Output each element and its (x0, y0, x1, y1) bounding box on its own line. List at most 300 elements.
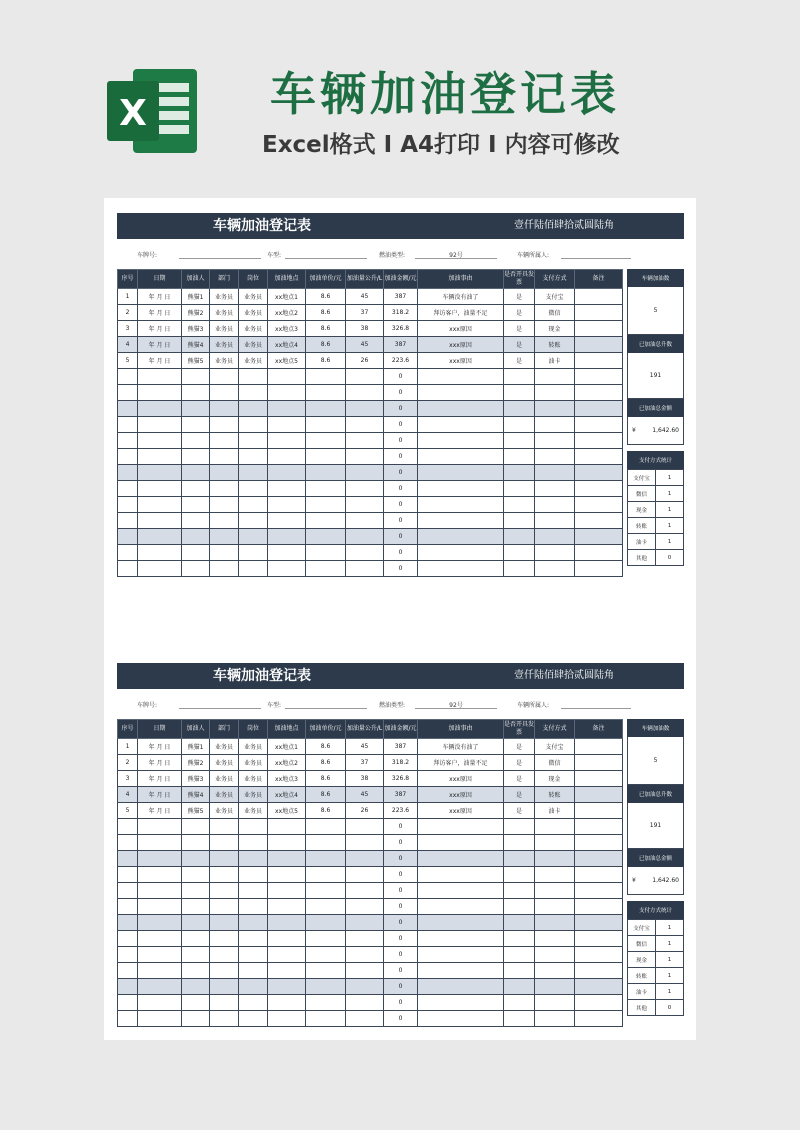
cell-invoice[interactable] (504, 835, 535, 851)
cell-position[interactable] (239, 819, 268, 835)
cell-unit-price[interactable]: 8.6 (306, 353, 346, 369)
cell-amount[interactable]: 223.6 (384, 803, 418, 819)
cell-refueler[interactable] (182, 449, 210, 465)
cell-invoice[interactable] (504, 819, 535, 835)
cell-amount[interactable]: 326.8 (384, 321, 418, 337)
cell-position[interactable]: 业务员 (239, 803, 268, 819)
cell-note[interactable] (575, 545, 623, 561)
cell-note[interactable] (575, 529, 623, 545)
cell-invoice[interactable]: 是 (504, 305, 535, 321)
cell-seq[interactable] (118, 369, 138, 385)
cell-location[interactable]: xx地点4 (268, 787, 306, 803)
cell-position[interactable]: 业务员 (239, 787, 268, 803)
cell-unit-price[interactable]: 8.6 (306, 803, 346, 819)
cell-invoice[interactable] (504, 915, 535, 931)
cell-date[interactable]: 年 月 日 (138, 289, 182, 305)
cell-invoice[interactable] (504, 867, 535, 883)
cell-reason[interactable] (418, 417, 504, 433)
cell-reason[interactable]: xxx原因 (418, 353, 504, 369)
cell-invoice[interactable] (504, 1011, 535, 1027)
cell-reason[interactable] (418, 385, 504, 401)
cell-note[interactable] (575, 771, 623, 787)
model-input[interactable] (285, 258, 367, 259)
cell-note[interactable] (575, 803, 623, 819)
cell-unit-price[interactable] (306, 1011, 346, 1027)
cell-amount[interactable]: 387 (384, 739, 418, 755)
cell-volume[interactable]: 26 (346, 803, 384, 819)
cell-dept[interactable] (210, 883, 239, 899)
cell-amount[interactable]: 0 (384, 867, 418, 883)
cell-location[interactable]: xx地点5 (268, 353, 306, 369)
cell-note[interactable] (575, 369, 623, 385)
cell-dept[interactable] (210, 963, 239, 979)
cell-volume[interactable]: 26 (346, 353, 384, 369)
cell-seq[interactable]: 2 (118, 305, 138, 321)
cell-invoice[interactable] (504, 979, 535, 995)
cell-position[interactable] (239, 497, 268, 513)
cell-volume[interactable]: 37 (346, 305, 384, 321)
cell-location[interactable] (268, 513, 306, 529)
cell-payment[interactable] (535, 481, 575, 497)
cell-payment[interactable] (535, 401, 575, 417)
cell-unit-price[interactable] (306, 835, 346, 851)
cell-volume[interactable] (346, 931, 384, 947)
cell-dept[interactable] (210, 401, 239, 417)
cell-payment[interactable] (535, 385, 575, 401)
cell-payment[interactable] (535, 433, 575, 449)
cell-volume[interactable] (346, 513, 384, 529)
cell-location[interactable] (268, 819, 306, 835)
cell-position[interactable]: 业务员 (239, 321, 268, 337)
cell-unit-price[interactable] (306, 851, 346, 867)
cell-note[interactable] (575, 867, 623, 883)
cell-note[interactable] (575, 915, 623, 931)
cell-reason[interactable]: 拜访客户，油量不足 (418, 305, 504, 321)
cell-seq[interactable]: 3 (118, 771, 138, 787)
cell-note[interactable] (575, 739, 623, 755)
cell-payment[interactable] (535, 561, 575, 577)
cell-position[interactable] (239, 915, 268, 931)
cell-dept[interactable]: 业务员 (210, 771, 239, 787)
cell-amount[interactable]: 0 (384, 545, 418, 561)
cell-dept[interactable] (210, 529, 239, 545)
cell-seq[interactable] (118, 883, 138, 899)
cell-volume[interactable] (346, 369, 384, 385)
cell-dept[interactable] (210, 995, 239, 1011)
cell-location[interactable]: xx地点3 (268, 321, 306, 337)
cell-dept[interactable] (210, 513, 239, 529)
cell-invoice[interactable]: 是 (504, 803, 535, 819)
cell-reason[interactable] (418, 931, 504, 947)
cell-payment[interactable]: 油卡 (535, 353, 575, 369)
cell-location[interactable]: xx地点1 (268, 739, 306, 755)
cell-position[interactable] (239, 401, 268, 417)
cell-location[interactable] (268, 449, 306, 465)
cell-position[interactable] (239, 449, 268, 465)
cell-reason[interactable]: xxx原因 (418, 803, 504, 819)
cell-unit-price[interactable] (306, 899, 346, 915)
cell-invoice[interactable] (504, 369, 535, 385)
cell-refueler[interactable] (182, 851, 210, 867)
cell-date[interactable] (138, 481, 182, 497)
cell-reason[interactable] (418, 979, 504, 995)
cell-dept[interactable] (210, 931, 239, 947)
cell-unit-price[interactable] (306, 513, 346, 529)
cell-position[interactable] (239, 545, 268, 561)
cell-reason[interactable]: xxx原因 (418, 787, 504, 803)
cell-invoice[interactable]: 是 (504, 289, 535, 305)
cell-volume[interactable] (346, 867, 384, 883)
plate-input[interactable] (179, 258, 261, 259)
cell-location[interactable]: xx地点2 (268, 755, 306, 771)
cell-payment[interactable] (535, 835, 575, 851)
cell-amount[interactable]: 0 (384, 883, 418, 899)
cell-dept[interactable] (210, 497, 239, 513)
cell-invoice[interactable] (504, 899, 535, 915)
cell-dept[interactable]: 业务员 (210, 337, 239, 353)
cell-date[interactable] (138, 465, 182, 481)
cell-seq[interactable] (118, 481, 138, 497)
cell-unit-price[interactable] (306, 561, 346, 577)
cell-payment[interactable] (535, 497, 575, 513)
cell-amount[interactable]: 387 (384, 289, 418, 305)
cell-position[interactable]: 业务员 (239, 305, 268, 321)
cell-unit-price[interactable] (306, 433, 346, 449)
cell-seq[interactable] (118, 529, 138, 545)
cell-amount[interactable]: 0 (384, 995, 418, 1011)
cell-dept[interactable] (210, 979, 239, 995)
cell-invoice[interactable] (504, 481, 535, 497)
cell-unit-price[interactable] (306, 465, 346, 481)
cell-amount[interactable]: 0 (384, 1011, 418, 1027)
cell-dept[interactable]: 业务员 (210, 353, 239, 369)
cell-dept[interactable] (210, 835, 239, 851)
cell-position[interactable]: 业务员 (239, 337, 268, 353)
cell-payment[interactable] (535, 867, 575, 883)
cell-payment[interactable]: 转账 (535, 337, 575, 353)
cell-unit-price[interactable] (306, 915, 346, 931)
cell-invoice[interactable] (504, 497, 535, 513)
cell-unit-price[interactable] (306, 401, 346, 417)
cell-invoice[interactable] (504, 385, 535, 401)
cell-reason[interactable] (418, 915, 504, 931)
cell-location[interactable]: xx地点1 (268, 289, 306, 305)
cell-note[interactable] (575, 755, 623, 771)
cell-position[interactable]: 业务员 (239, 771, 268, 787)
cell-invoice[interactable] (504, 465, 535, 481)
cell-invoice[interactable] (504, 529, 535, 545)
cell-reason[interactable]: 拜访客户，油量不足 (418, 755, 504, 771)
cell-date[interactable] (138, 497, 182, 513)
cell-location[interactable] (268, 915, 306, 931)
cell-refueler[interactable]: 熊猫5 (182, 353, 210, 369)
cell-payment[interactable] (535, 465, 575, 481)
cell-reason[interactable] (418, 947, 504, 963)
cell-refueler[interactable] (182, 545, 210, 561)
cell-refueler[interactable] (182, 947, 210, 963)
cell-date[interactable] (138, 417, 182, 433)
cell-payment[interactable] (535, 899, 575, 915)
cell-invoice[interactable]: 是 (504, 353, 535, 369)
cell-position[interactable] (239, 851, 268, 867)
cell-reason[interactable] (418, 899, 504, 915)
cell-reason[interactable] (418, 867, 504, 883)
cell-location[interactable] (268, 899, 306, 915)
cell-unit-price[interactable] (306, 369, 346, 385)
cell-amount[interactable]: 0 (384, 513, 418, 529)
cell-reason[interactable] (418, 369, 504, 385)
cell-refueler[interactable] (182, 963, 210, 979)
cell-position[interactable] (239, 529, 268, 545)
cell-date[interactable]: 年 月 日 (138, 321, 182, 337)
cell-refueler[interactable] (182, 513, 210, 529)
cell-volume[interactable] (346, 979, 384, 995)
cell-invoice[interactable] (504, 963, 535, 979)
cell-date[interactable] (138, 545, 182, 561)
cell-payment[interactable]: 现金 (535, 771, 575, 787)
cell-position[interactable] (239, 883, 268, 899)
cell-location[interactable] (268, 963, 306, 979)
cell-refueler[interactable] (182, 867, 210, 883)
cell-amount[interactable]: 0 (384, 899, 418, 915)
cell-invoice[interactable] (504, 947, 535, 963)
cell-refueler[interactable] (182, 1011, 210, 1027)
cell-unit-price[interactable]: 8.6 (306, 321, 346, 337)
cell-dept[interactable] (210, 561, 239, 577)
cell-invoice[interactable] (504, 561, 535, 577)
cell-volume[interactable] (346, 545, 384, 561)
cell-date[interactable] (138, 915, 182, 931)
cell-note[interactable] (575, 337, 623, 353)
cell-payment[interactable] (535, 529, 575, 545)
cell-reason[interactable] (418, 963, 504, 979)
cell-volume[interactable] (346, 899, 384, 915)
cell-volume[interactable]: 45 (346, 739, 384, 755)
cell-location[interactable] (268, 947, 306, 963)
cell-note[interactable] (575, 979, 623, 995)
cell-reason[interactable] (418, 401, 504, 417)
cell-amount[interactable]: 0 (384, 931, 418, 947)
cell-refueler[interactable] (182, 883, 210, 899)
cell-unit-price[interactable] (306, 819, 346, 835)
cell-refueler[interactable]: 熊猫1 (182, 739, 210, 755)
cell-reason[interactable]: 车辆没有油了 (418, 289, 504, 305)
cell-amount[interactable]: 387 (384, 337, 418, 353)
cell-dept[interactable] (210, 1011, 239, 1027)
cell-payment[interactable]: 转账 (535, 787, 575, 803)
cell-date[interactable]: 年 月 日 (138, 771, 182, 787)
cell-location[interactable]: xx地点5 (268, 803, 306, 819)
cell-invoice[interactable] (504, 851, 535, 867)
cell-note[interactable] (575, 417, 623, 433)
cell-location[interactable]: xx地点3 (268, 771, 306, 787)
cell-payment[interactable]: 支付宝 (535, 739, 575, 755)
cell-invoice[interactable] (504, 931, 535, 947)
cell-amount[interactable]: 0 (384, 979, 418, 995)
cell-dept[interactable] (210, 851, 239, 867)
cell-invoice[interactable] (504, 433, 535, 449)
cell-date[interactable] (138, 883, 182, 899)
cell-date[interactable]: 年 月 日 (138, 787, 182, 803)
cell-seq[interactable] (118, 931, 138, 947)
cell-amount[interactable]: 0 (384, 449, 418, 465)
cell-amount[interactable]: 0 (384, 963, 418, 979)
cell-refueler[interactable] (182, 465, 210, 481)
cell-location[interactable] (268, 835, 306, 851)
cell-location[interactable]: xx地点4 (268, 337, 306, 353)
model-input[interactable] (285, 708, 367, 709)
cell-refueler[interactable] (182, 401, 210, 417)
cell-payment[interactable]: 现金 (535, 321, 575, 337)
cell-note[interactable] (575, 513, 623, 529)
cell-position[interactable] (239, 979, 268, 995)
cell-refueler[interactable]: 熊猫2 (182, 755, 210, 771)
cell-seq[interactable]: 5 (118, 353, 138, 369)
cell-volume[interactable] (346, 465, 384, 481)
cell-refueler[interactable] (182, 979, 210, 995)
cell-volume[interactable] (346, 417, 384, 433)
cell-seq[interactable] (118, 947, 138, 963)
cell-invoice[interactable]: 是 (504, 321, 535, 337)
cell-note[interactable] (575, 561, 623, 577)
cell-note[interactable] (575, 931, 623, 947)
cell-unit-price[interactable]: 8.6 (306, 755, 346, 771)
cell-unit-price[interactable] (306, 497, 346, 513)
cell-payment[interactable] (535, 819, 575, 835)
cell-invoice[interactable]: 是 (504, 771, 535, 787)
cell-seq[interactable] (118, 385, 138, 401)
cell-amount[interactable]: 0 (384, 385, 418, 401)
cell-seq[interactable]: 4 (118, 787, 138, 803)
cell-amount[interactable]: 387 (384, 787, 418, 803)
cell-position[interactable] (239, 867, 268, 883)
cell-payment[interactable]: 微信 (535, 755, 575, 771)
cell-reason[interactable]: xxx原因 (418, 321, 504, 337)
cell-location[interactable] (268, 931, 306, 947)
cell-dept[interactable] (210, 417, 239, 433)
cell-seq[interactable] (118, 835, 138, 851)
cell-note[interactable] (575, 787, 623, 803)
cell-date[interactable]: 年 月 日 (138, 353, 182, 369)
cell-dept[interactable] (210, 899, 239, 915)
cell-volume[interactable] (346, 835, 384, 851)
cell-amount[interactable]: 0 (384, 851, 418, 867)
cell-reason[interactable] (418, 561, 504, 577)
cell-reason[interactable] (418, 529, 504, 545)
cell-date[interactable] (138, 963, 182, 979)
cell-dept[interactable] (210, 481, 239, 497)
cell-refueler[interactable] (182, 995, 210, 1011)
cell-payment[interactable] (535, 963, 575, 979)
cell-seq[interactable]: 3 (118, 321, 138, 337)
cell-date[interactable] (138, 1011, 182, 1027)
cell-location[interactable] (268, 995, 306, 1011)
cell-refueler[interactable]: 熊猫3 (182, 321, 210, 337)
cell-date[interactable] (138, 819, 182, 835)
cell-unit-price[interactable] (306, 883, 346, 899)
cell-position[interactable] (239, 931, 268, 947)
cell-date[interactable]: 年 月 日 (138, 305, 182, 321)
cell-unit-price[interactable] (306, 545, 346, 561)
cell-note[interactable] (575, 321, 623, 337)
cell-amount[interactable]: 0 (384, 497, 418, 513)
cell-amount[interactable]: 0 (384, 915, 418, 931)
cell-seq[interactable] (118, 851, 138, 867)
cell-unit-price[interactable] (306, 979, 346, 995)
cell-note[interactable] (575, 305, 623, 321)
cell-dept[interactable]: 业务员 (210, 787, 239, 803)
cell-volume[interactable]: 38 (346, 321, 384, 337)
cell-date[interactable]: 年 月 日 (138, 739, 182, 755)
cell-amount[interactable]: 0 (384, 401, 418, 417)
cell-amount[interactable]: 0 (384, 369, 418, 385)
cell-invoice[interactable] (504, 401, 535, 417)
cell-volume[interactable]: 45 (346, 337, 384, 353)
cell-refueler[interactable] (182, 819, 210, 835)
cell-date[interactable]: 年 月 日 (138, 803, 182, 819)
cell-volume[interactable] (346, 529, 384, 545)
cell-date[interactable] (138, 899, 182, 915)
cell-seq[interactable] (118, 513, 138, 529)
cell-position[interactable]: 业务员 (239, 289, 268, 305)
cell-payment[interactable]: 油卡 (535, 803, 575, 819)
cell-seq[interactable] (118, 545, 138, 561)
cell-seq[interactable] (118, 465, 138, 481)
cell-invoice[interactable]: 是 (504, 755, 535, 771)
cell-payment[interactable] (535, 851, 575, 867)
cell-refueler[interactable] (182, 481, 210, 497)
cell-dept[interactable]: 业务员 (210, 321, 239, 337)
cell-seq[interactable] (118, 417, 138, 433)
cell-invoice[interactable] (504, 417, 535, 433)
cell-invoice[interactable] (504, 513, 535, 529)
cell-dept[interactable]: 业务员 (210, 305, 239, 321)
cell-unit-price[interactable] (306, 867, 346, 883)
cell-position[interactable] (239, 561, 268, 577)
cell-seq[interactable]: 5 (118, 803, 138, 819)
cell-amount[interactable]: 0 (384, 481, 418, 497)
cell-seq[interactable] (118, 963, 138, 979)
cell-volume[interactable] (346, 819, 384, 835)
cell-amount[interactable]: 0 (384, 819, 418, 835)
cell-volume[interactable] (346, 561, 384, 577)
cell-seq[interactable]: 2 (118, 755, 138, 771)
cell-reason[interactable] (418, 545, 504, 561)
cell-payment[interactable] (535, 1011, 575, 1027)
cell-location[interactable] (268, 433, 306, 449)
cell-date[interactable] (138, 433, 182, 449)
cell-location[interactable] (268, 529, 306, 545)
cell-reason[interactable]: xxx原因 (418, 771, 504, 787)
cell-seq[interactable]: 1 (118, 739, 138, 755)
cell-volume[interactable] (346, 401, 384, 417)
cell-date[interactable] (138, 513, 182, 529)
cell-payment[interactable] (535, 931, 575, 947)
cell-refueler[interactable] (182, 529, 210, 545)
cell-date[interactable] (138, 979, 182, 995)
cell-reason[interactable] (418, 481, 504, 497)
cell-date[interactable] (138, 947, 182, 963)
cell-refueler[interactable]: 熊猫4 (182, 787, 210, 803)
cell-reason[interactable]: xxx原因 (418, 337, 504, 353)
cell-invoice[interactable]: 是 (504, 337, 535, 353)
cell-seq[interactable] (118, 561, 138, 577)
plate-input[interactable] (179, 708, 261, 709)
cell-date[interactable] (138, 401, 182, 417)
cell-amount[interactable]: 223.6 (384, 353, 418, 369)
cell-dept[interactable] (210, 947, 239, 963)
cell-invoice[interactable] (504, 883, 535, 899)
